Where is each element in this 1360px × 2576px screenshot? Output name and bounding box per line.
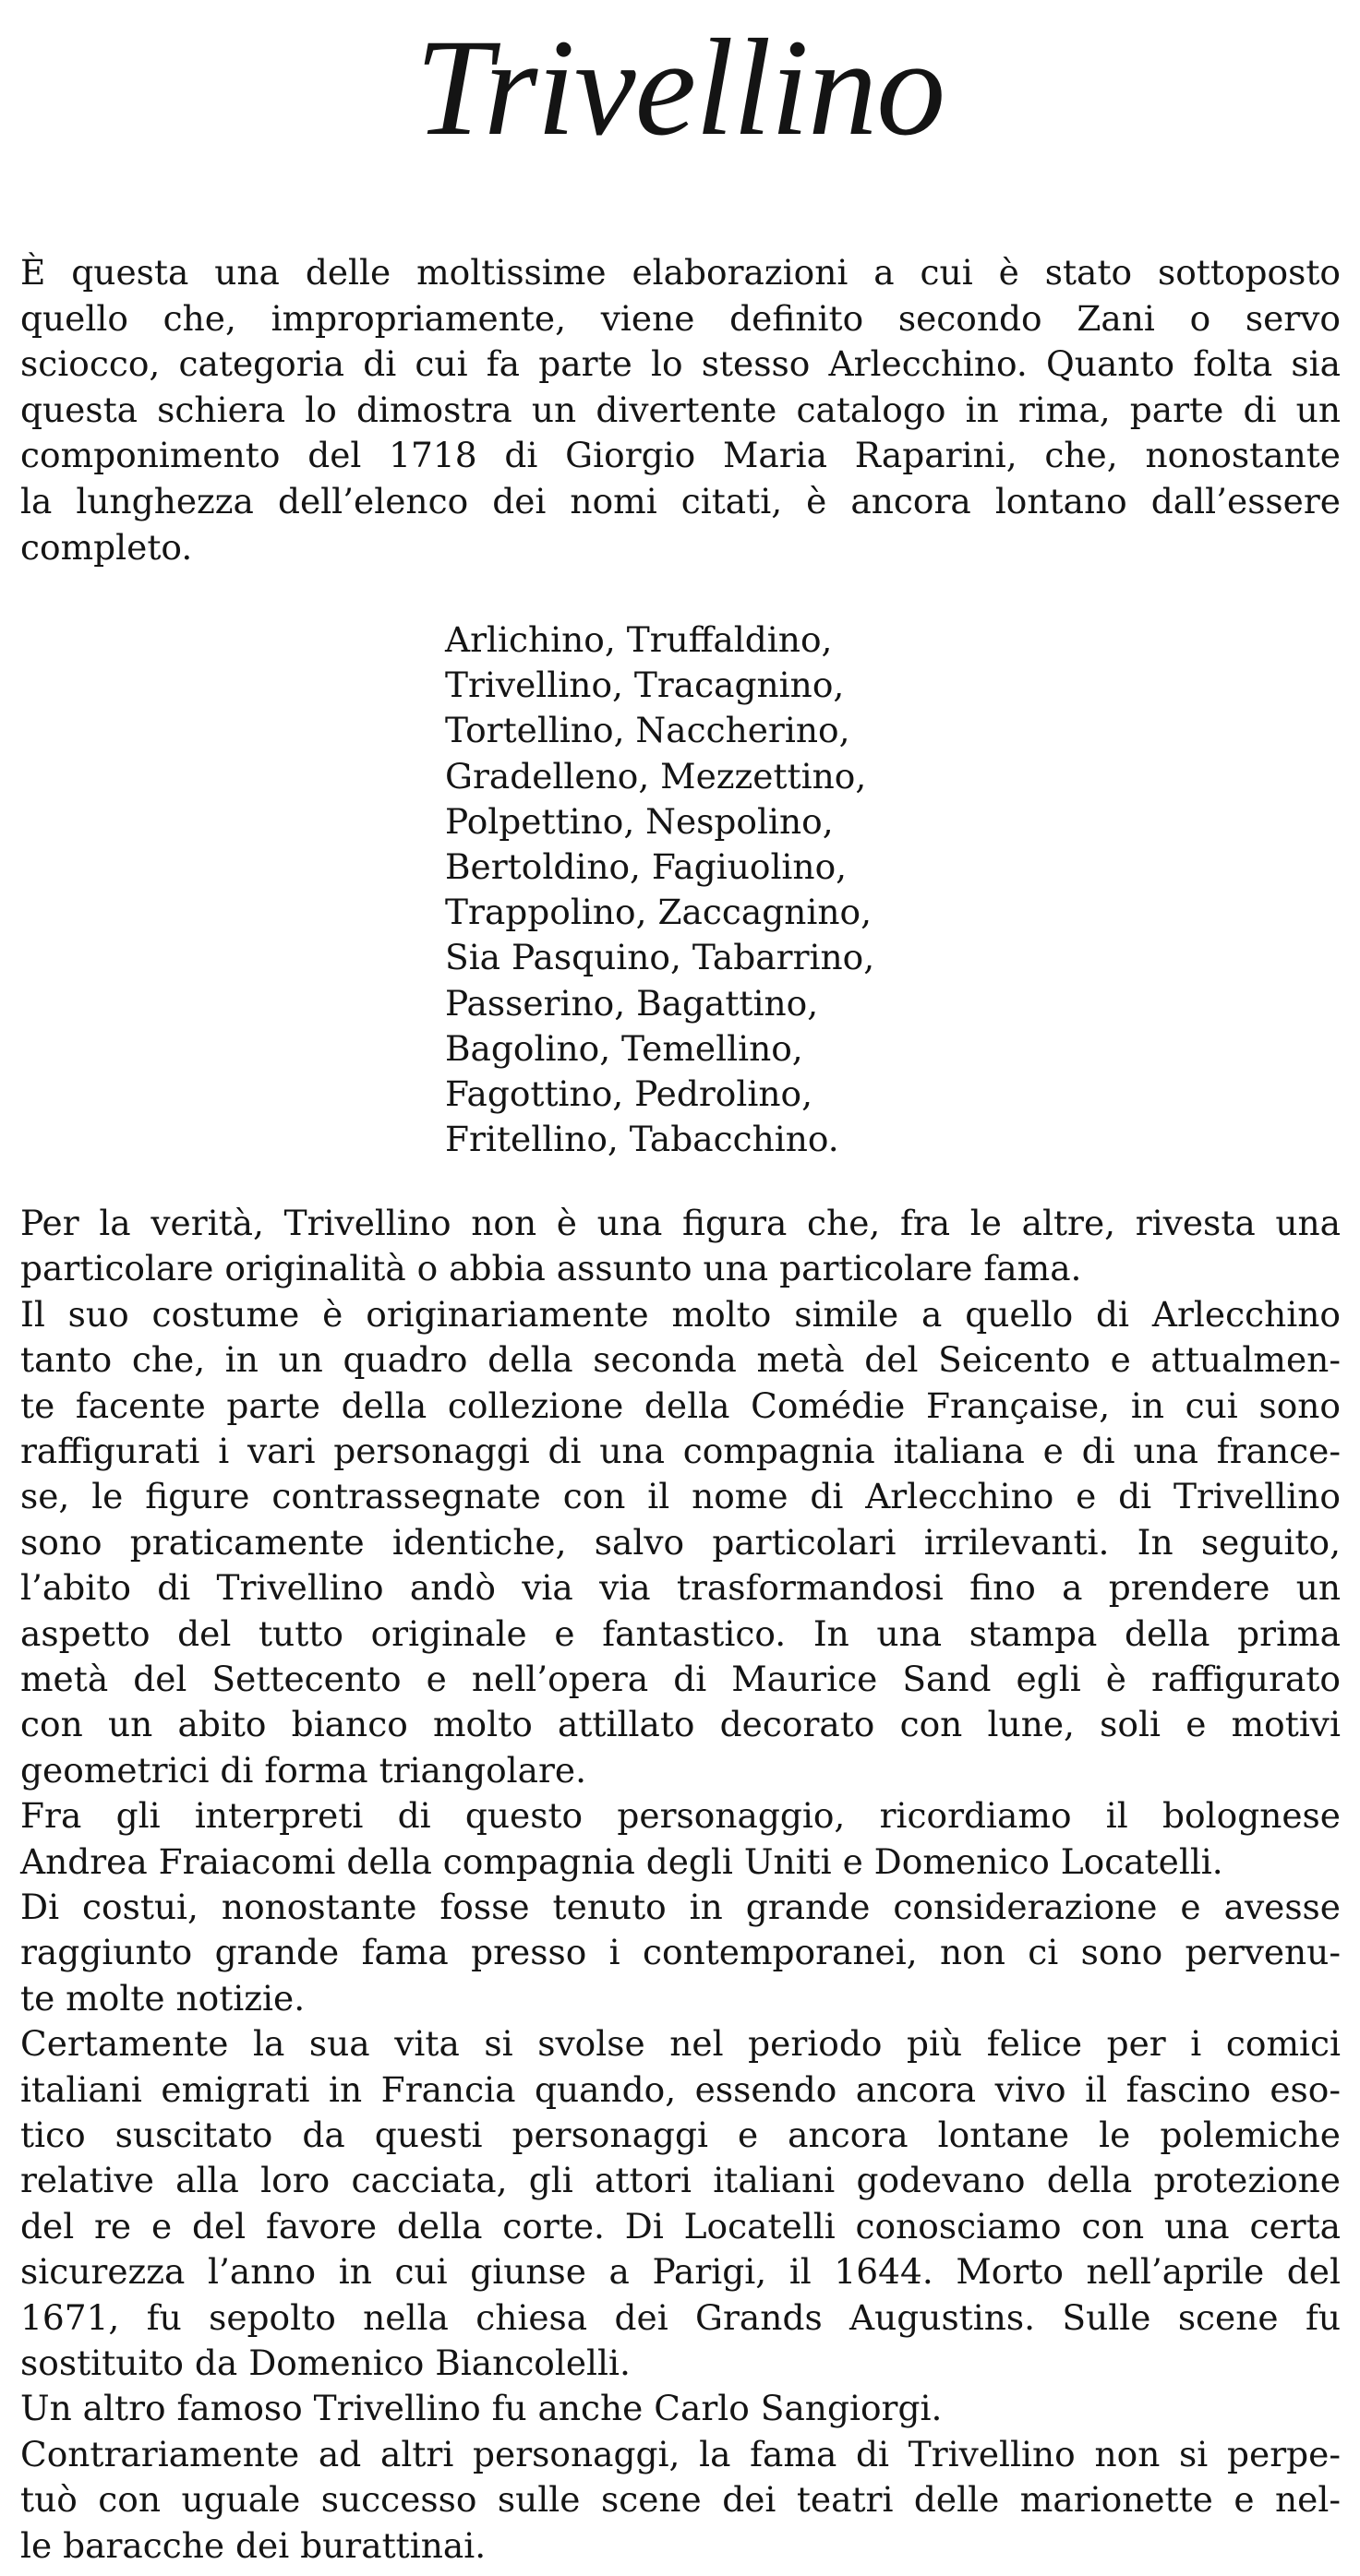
- text-line: Certamente la sua vita si svolse nel periodo più felice per i comici: [20, 2023, 1341, 2065]
- page-title: Trivellino: [415, 11, 945, 164]
- text-line: raggiunto grande fama presso i contemporanei, non ci sono pervenu-: [20, 1932, 1341, 1973]
- poem-line: Fritellino, Tabacchino.: [445, 1119, 839, 1160]
- poem-line: Arlichino, Truffaldino,: [445, 619, 833, 660]
- text-line: Fra gli interpreti di questo personaggio, ricordiamo il bolognese: [20, 1795, 1341, 1837]
- text-line: aspetto del tutto originale e fantastico. In una stampa della prima: [20, 1612, 1341, 1654]
- text-line: 1671, fu sepolto nella chiesa dei Grands Augustins. Sulle scene fu: [20, 2296, 1341, 2338]
- text-line: relative alla loro cacciata, gli attori italiani godevano della protezione: [20, 2160, 1341, 2201]
- text-line: particolare originalità o abbia assunto una particolare fama.: [20, 1248, 1082, 1289]
- text-line: sciocco, categoria di cui fa parte lo stesso Arlecchino. Quanto folta sia: [20, 343, 1341, 385]
- poem-line: Polpettino, Nespolino,: [445, 800, 834, 842]
- text-line: componimento del 1718 di Giorgio Maria Raparini, che, nonostante: [20, 435, 1341, 476]
- poem-line: Passerino, Bagattino,: [445, 982, 819, 1024]
- text-line: tuò con uguale successo sulle scene dei teatri delle marionette e nel-: [20, 2479, 1341, 2521]
- poem-line: Trappolino, Zaccagnino,: [445, 892, 873, 933]
- poem-line: Tortellino, Naccherino,: [445, 710, 850, 751]
- text-line: Per la verità, Trivellino non è una figura che, fra le altre, rivesta una: [20, 1203, 1341, 1243]
- poem-line: Gradelleno, Mezzettino,: [445, 755, 867, 797]
- text-line: se, le figure contrassegnate con il nome di Arlecchino e di Trivellino: [20, 1476, 1341, 1517]
- poem-line: Sia Pasquino, Tabarrino,: [445, 937, 875, 978]
- text-line: l’abito di Trivellino andò via via trasformandosi fino a prendere un: [20, 1567, 1341, 1609]
- text-line: tico suscitato da questi personaggi e ancora lontane le polemiche: [20, 2115, 1341, 2155]
- text-line: con un abito bianco molto attillato decorato con lune, soli e motivi: [20, 1704, 1341, 1745]
- text-line: È questa una delle moltissime elaborazioni a cui è stato sottoposto: [20, 252, 1341, 293]
- text-line: te facente parte della collezione della Comédie Française, in cui sono: [20, 1384, 1341, 1426]
- text-line: le baracche dei burattinai.: [20, 2524, 487, 2566]
- text-line: Il suo costume è originariamente molto simile a quello di Arlecchino: [20, 1293, 1341, 1335]
- poem-line: Bertoldino, Fagiuolino,: [445, 846, 848, 887]
- text-line: quello che, impropriamente, viene definito secondo Zani o servo: [20, 297, 1341, 339]
- text-line: italiani emigrati in Francia quando, essendo ancora vivo il fascino eso-: [20, 2068, 1341, 2110]
- text-line: metà del Settecento e nell’opera di Maurice Sand egli è raffigurato: [20, 1659, 1341, 1699]
- text-line: questa schiera lo dimostra un divertente catalogo in rima, parte di un: [20, 389, 1341, 430]
- text-line: tanto che, in un quadro della seconda metà del Seicento e attualmen-: [20, 1339, 1341, 1381]
- poem-line: Trivellino, Tracagnino,: [445, 665, 845, 706]
- text-line: Un altro famoso Trivellino fu anche Carlo Sangiorgi.: [20, 2388, 943, 2429]
- text-line: sostituito da Domenico Biancolelli.: [20, 2342, 631, 2383]
- text-line: Di costui, nonostante fosse tenuto in grande considerazione e avesse: [20, 1887, 1341, 1927]
- poem-line: Fagottino, Pedrolino,: [445, 1073, 812, 1114]
- text-line: la lunghezza dell’elenco dei nomi citati, è ancora lontano dall’essere: [20, 481, 1341, 521]
- text-line: sicurezza l’anno in cui giunse a Parigi, il 1644. Morto nell’aprile del: [20, 2251, 1341, 2293]
- text-line: sono praticamente identiche, salvo particolari irrilevanti. In seguito,: [20, 1521, 1341, 1563]
- text-line: Contrariamente ad altri personaggi, la fama di Trivellino non si perpe-: [20, 2433, 1341, 2474]
- text-line: Andrea Fraiacomi della compagnia degli Uniti e Domenico Locatelli.: [20, 1840, 1223, 1882]
- poem-line: Bagolino, Temellino,: [445, 1027, 803, 1069]
- text-line: del re e del favore della corte. Di Locatelli conosciamo con una certa: [20, 2205, 1341, 2247]
- text-line: raffigurati i vari personaggi di una compagnia italiana e di una france-: [20, 1431, 1341, 1471]
- text-line: te molte notizie.: [20, 1977, 306, 2019]
- text-line: geometrici di forma triangolare.: [20, 1749, 587, 1791]
- text-line: completo.: [20, 526, 193, 568]
